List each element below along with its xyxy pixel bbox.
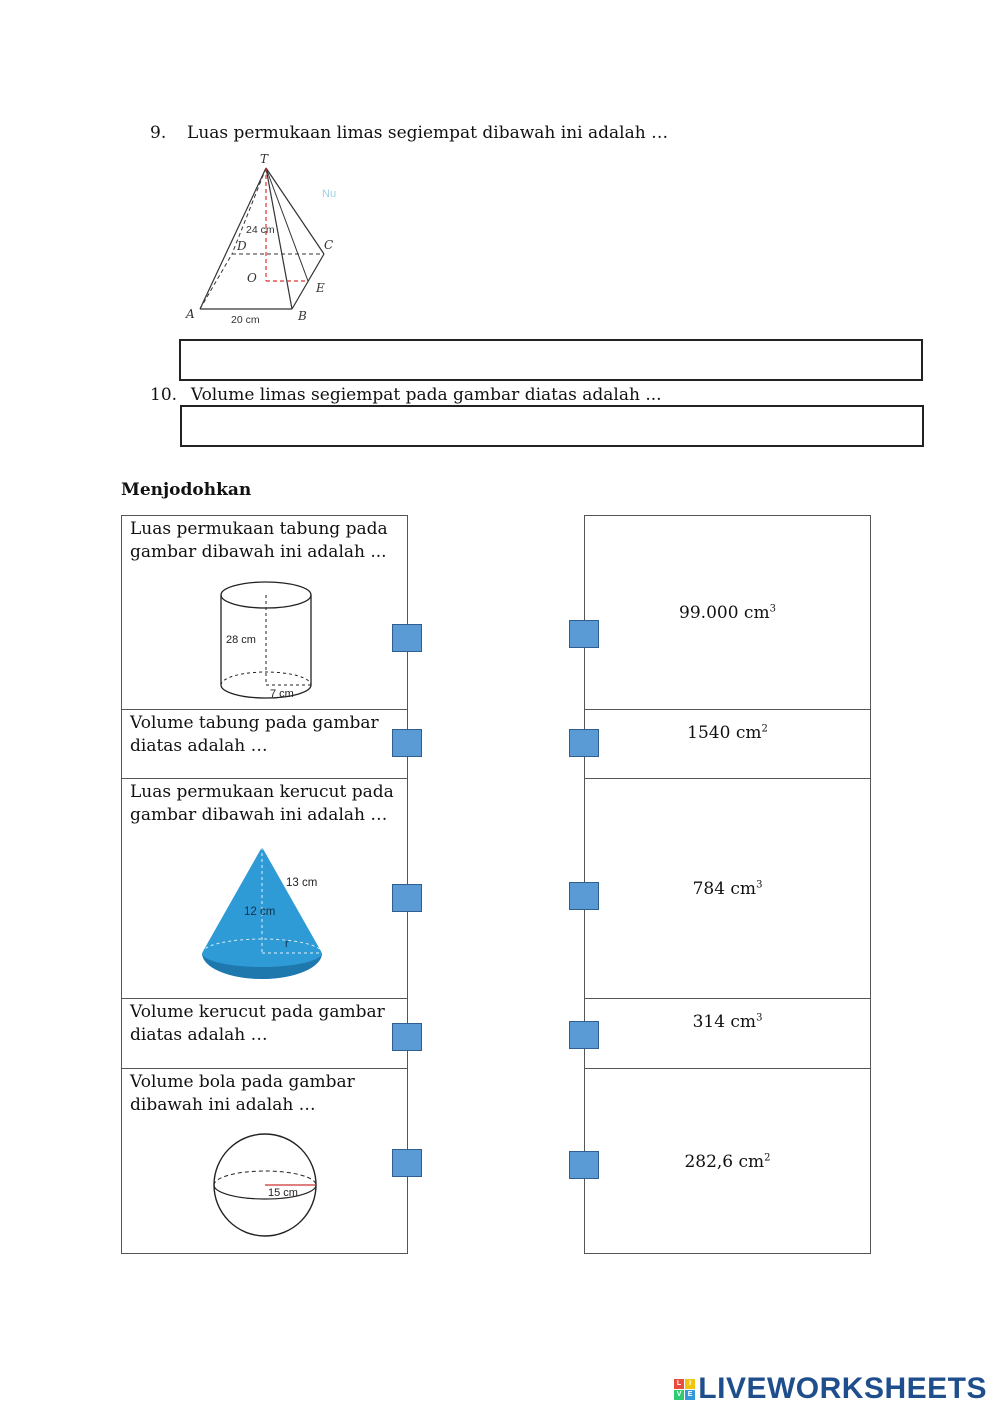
left-item-text: Luas permukaan kerucut pada gambar dibawah ini adalah … <box>130 782 394 825</box>
match-handle-left-5[interactable] <box>392 1149 422 1177</box>
question-9 <box>150 122 668 144</box>
answer-value: 99.000 $cm^3$ <box>679 603 776 623</box>
question-text: Volume limas segiempat pada gambar diatas adalah ... <box>190 385 662 405</box>
cone-radius-label: r <box>285 938 289 950</box>
watermark-text: Nu <box>322 188 337 200</box>
logo-icon: L I V E <box>674 1379 695 1400</box>
vertex-A-label: A <box>186 307 195 321</box>
left-item-1 <box>121 515 408 710</box>
answer-value: 1540 $cm^2$ <box>687 723 768 743</box>
right-item-1 <box>584 515 871 710</box>
match-handle-right-1[interactable] <box>569 620 599 648</box>
height-label: 24 cm <box>246 224 275 236</box>
right-item-4 <box>584 998 871 1069</box>
right-item-2 <box>584 709 871 779</box>
liveworksheets-logo <box>674 1372 987 1406</box>
match-handle-left-4[interactable] <box>392 1023 422 1051</box>
pyramid-figure <box>180 150 360 330</box>
question-number: 10. <box>150 385 178 405</box>
vertex-B-label: B <box>298 309 307 323</box>
brand-text: LIVEWORKSHEETS <box>698 1372 987 1405</box>
vertex-O-label: O <box>247 271 257 285</box>
match-handle-right-2[interactable] <box>569 729 599 757</box>
match-handle-right-3[interactable] <box>569 882 599 910</box>
cone-height-label: 12 cm <box>244 906 276 918</box>
cone-figure <box>198 845 338 985</box>
left-item-text: Volume tabung pada gambar diatas adalah … <box>130 713 379 756</box>
right-item-3 <box>584 778 871 999</box>
answer-value: 314 $cm^3$ <box>692 1012 763 1032</box>
question-text: Luas permukaan limas segiempat dibawah ini adalah … <box>187 123 669 143</box>
vertex-E-label: E <box>316 281 325 295</box>
left-item-text: Volume kerucut pada gambar diatas adalah … <box>130 1002 385 1045</box>
vertex-D-label: D <box>237 239 247 253</box>
right-item-5 <box>584 1068 871 1254</box>
section-title: Menjodohkan <box>121 480 252 500</box>
cylinder-figure <box>212 579 322 709</box>
left-item-5 <box>121 1068 408 1254</box>
left-item-text: Volume bola pada gambar dibawah ini adalah … <box>130 1072 355 1115</box>
match-handle-left-1[interactable] <box>392 624 422 652</box>
answer-input-q10[interactable] <box>180 405 924 447</box>
left-item-4 <box>121 998 408 1069</box>
cylinder-radius-label: 7 cm <box>270 688 294 700</box>
question-10 <box>150 384 662 406</box>
vertex-T-label: T <box>260 152 269 166</box>
cone-slant-label: 13 cm <box>286 877 318 889</box>
match-handle-left-3[interactable] <box>392 884 422 912</box>
question-number: 9. <box>150 123 167 143</box>
cylinder-height-label: 28 cm <box>226 634 256 646</box>
left-item-3 <box>121 778 408 999</box>
left-item-text: Luas permukaan tabung pada gambar dibawah ini adalah ... <box>130 519 388 562</box>
match-handle-right-5[interactable] <box>569 1151 599 1179</box>
match-handle-right-4[interactable] <box>569 1021 599 1049</box>
answer-value: 282,6 $cm^2$ <box>684 1152 771 1172</box>
match-handle-left-2[interactable] <box>392 729 422 757</box>
base-label: 20 cm <box>231 314 260 326</box>
answer-value: 784 $cm^3$ <box>692 879 763 899</box>
vertex-C-label: C <box>324 238 334 252</box>
sphere-radius-label: 15 cm <box>268 1187 298 1199</box>
answer-input-q9[interactable] <box>179 339 923 381</box>
left-item-2 <box>121 709 408 779</box>
sphere-figure <box>210 1133 320 1238</box>
